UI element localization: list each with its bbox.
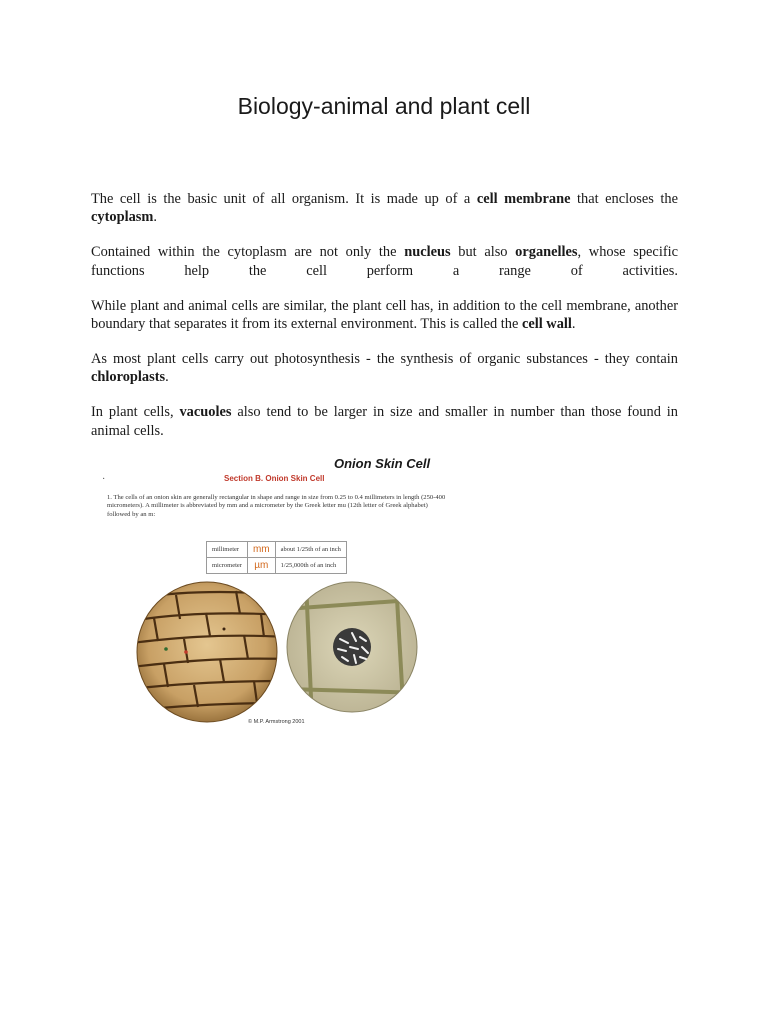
paragraph-3 [91, 297, 678, 334]
paragraph-5 [91, 403, 678, 440]
paragraph-1 [91, 190, 678, 227]
term-organelles: organelles [515, 244, 578, 261]
paragraph-3-text: . [571, 316, 576, 333]
term-vacuoles: vacuoles [179, 404, 232, 421]
term-cell-wall: cell wall [521, 316, 572, 333]
paragraph-5-text: In plant cells, [91, 404, 180, 421]
unit-description: 1/25,000th of an inch [275, 558, 346, 574]
paragraph-4-text: As most plant cells carry out photosynthesis - the synthesis of organic substances - they contain [91, 350, 678, 367]
unit-symbol: µm [247, 558, 275, 574]
onion-skin-figure [96, 454, 456, 734]
paragraph-1-text: that encloses the [570, 191, 678, 207]
paragraph-2-text: Contained within the cytoplasm are not only the [91, 244, 405, 261]
paragraph-1-text: The cell is the basic unit of all organism. It is made up of a [91, 191, 477, 207]
unit-description: about 1/25th of an inch [275, 542, 346, 558]
figure-bullet: · [102, 474, 106, 485]
image-credit: © M.P. Armstrong 2001 [248, 719, 305, 725]
unit-name: micrometer [207, 558, 248, 574]
term-cell-membrane: cell membrane [476, 191, 571, 207]
term-nucleus: nucleus [404, 244, 451, 261]
paragraph-2-text: , whose specific functions help the cell perform a range of activities. [91, 244, 678, 279]
paragraph-1-text: . [153, 209, 157, 226]
units-table [206, 541, 347, 574]
unit-name: millimeter [207, 542, 248, 558]
nucleus-chromosomes [333, 628, 371, 666]
body-text [91, 190, 678, 457]
figure-title: Onion Skin Cell [334, 456, 431, 471]
term-cytoplasm: cytoplasm [91, 209, 154, 226]
term-chloroplasts: chloroplasts [91, 369, 166, 386]
paragraph-2-text: but also [450, 244, 516, 261]
paragraph-5-text: also tend to be larger in size and smaller in number than those found in animal cells. [91, 404, 678, 439]
paragraph-4-text: . [165, 369, 169, 386]
paragraph-4 [91, 350, 678, 387]
figure-paragraph: 1. The cells of an onion skin are generally rectangular in shape and range in size from 0.25 to 0.4 millimeters in length (250-400 micrometers). A millimeter is abbreviated by mm and a micrometer by the Greek letter mu (12th letter of Greek alphabet) followed by an m: [107, 494, 446, 518]
table-row [207, 558, 347, 574]
page-title: Biology-animal and plant cell [237, 93, 531, 119]
table-row [207, 542, 347, 558]
figure-section-heading: Section B. Onion Skin Cell [224, 474, 325, 483]
paragraph-2 [91, 243, 678, 280]
stained-nucleus-micrograph [286, 581, 418, 713]
unit-symbol: mm [247, 542, 275, 558]
paragraph-3-text: While plant and animal cells are similar, the plant cell has, in addition to the cell membrane, another boundary that separates it from its external environment. This is called the [91, 297, 678, 333]
onion-cells-micrograph [136, 581, 278, 723]
